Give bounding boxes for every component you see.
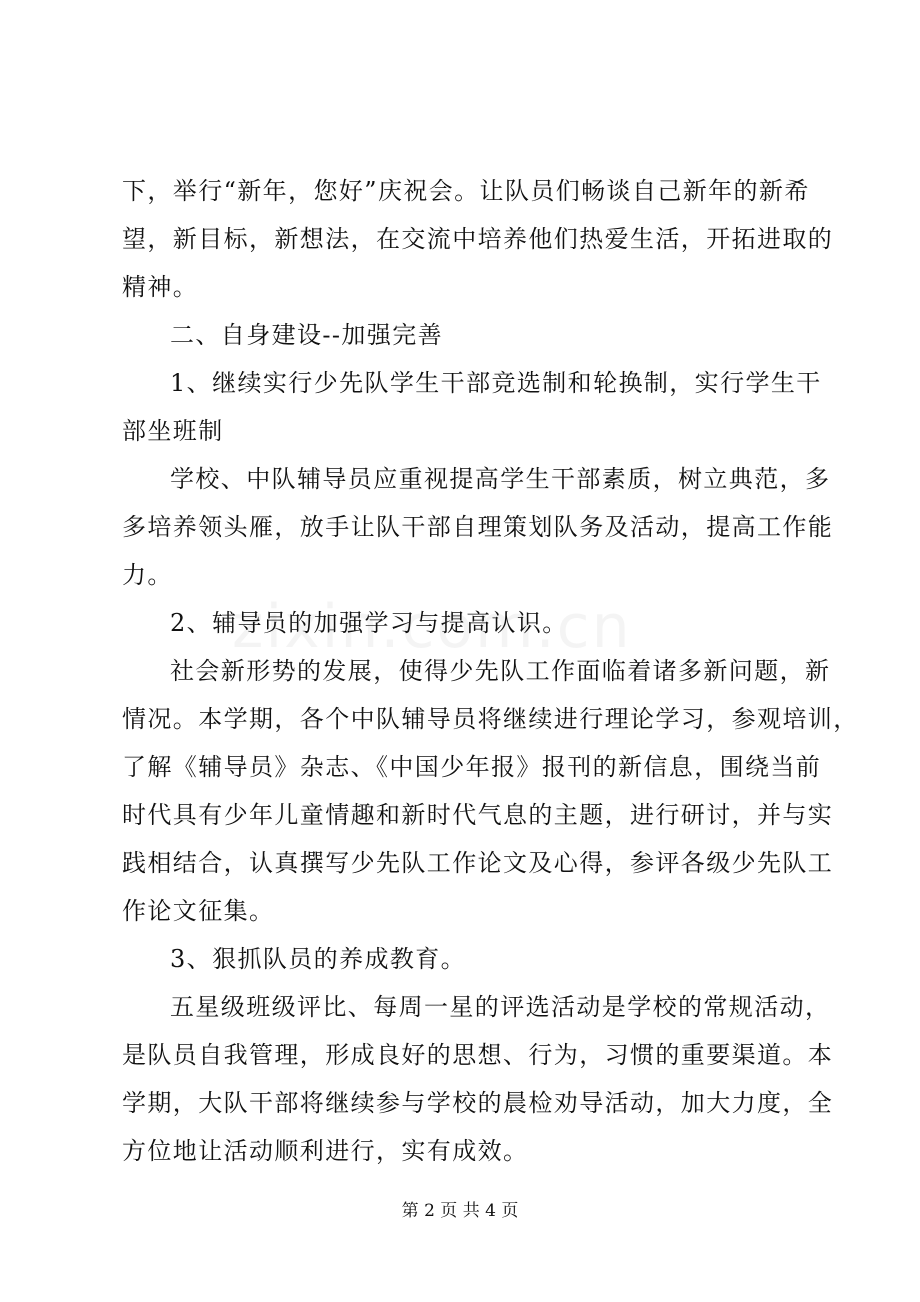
section-heading: 二、自身建设--加强完善 xyxy=(170,321,444,349)
body-text-line: 方位地让活动顺利进行，实有成效。 xyxy=(122,1137,529,1165)
body-text-line: 力。 xyxy=(122,561,173,589)
body-text-line: 情况。本学期，各个中队辅导员将继续进行理论学习，参观培训， xyxy=(122,705,859,733)
body-text-line: 望，新目标，新想法，在交流中培养他们热爱生活，开拓进取的 xyxy=(122,225,834,253)
body-text-line: 是队员自我管理，形成良好的思想、行为，习惯的重要渠道。本 xyxy=(122,1041,834,1069)
subsection-heading: 2、辅导员的加强学习与提高认识。 xyxy=(170,609,568,637)
body-text-line: 精神。 xyxy=(122,273,199,301)
body-text-line: 五星级班级评比、每周一星的评选活动是学校的常规活动， xyxy=(170,993,831,1021)
body-text-line: 了解《辅导员》杂志、《中国少年报》报刊的新信息，围绕当前 xyxy=(122,753,822,781)
body-text-line: 社会新形势的发展，使得少先队工作面临着诸多新问题，新 xyxy=(170,657,831,685)
body-text-line: 下，举行“新年，您好”庆祝会。让队员们畅谈自己新年的新希 xyxy=(122,177,810,205)
page-footer: 第 2 页 共 4 页 xyxy=(401,1201,519,1221)
subsection-heading: 3、狠抓队员的养成教育。 xyxy=(170,945,467,973)
subsection-heading-continued: 部坐班制 xyxy=(122,417,224,445)
body-text-line: 学期，大队干部将继续参与学校的晨检劝导活动，加大力度，全 xyxy=(122,1089,834,1117)
body-text-line: 时代具有少年儿童情趣和新时代气息的主题，进行研讨，并与实 xyxy=(122,801,834,829)
body-text-line: 作论文征集。 xyxy=(122,897,275,925)
subsection-heading: 1、继续实行少先队学生干部竞选制和轮换制，实行学生干 xyxy=(170,369,822,397)
body-text-line: 践相结合，认真撰写少先队工作论文及心得，参评各级少先队工 xyxy=(122,849,834,877)
body-text-line: 学校、中队辅导员应重视提高学生干部素质，树立典范，多 xyxy=(170,465,831,493)
body-text-line: 多培养领头雁，放手让队干部自理策划队务及活动，提高工作能 xyxy=(122,513,834,541)
